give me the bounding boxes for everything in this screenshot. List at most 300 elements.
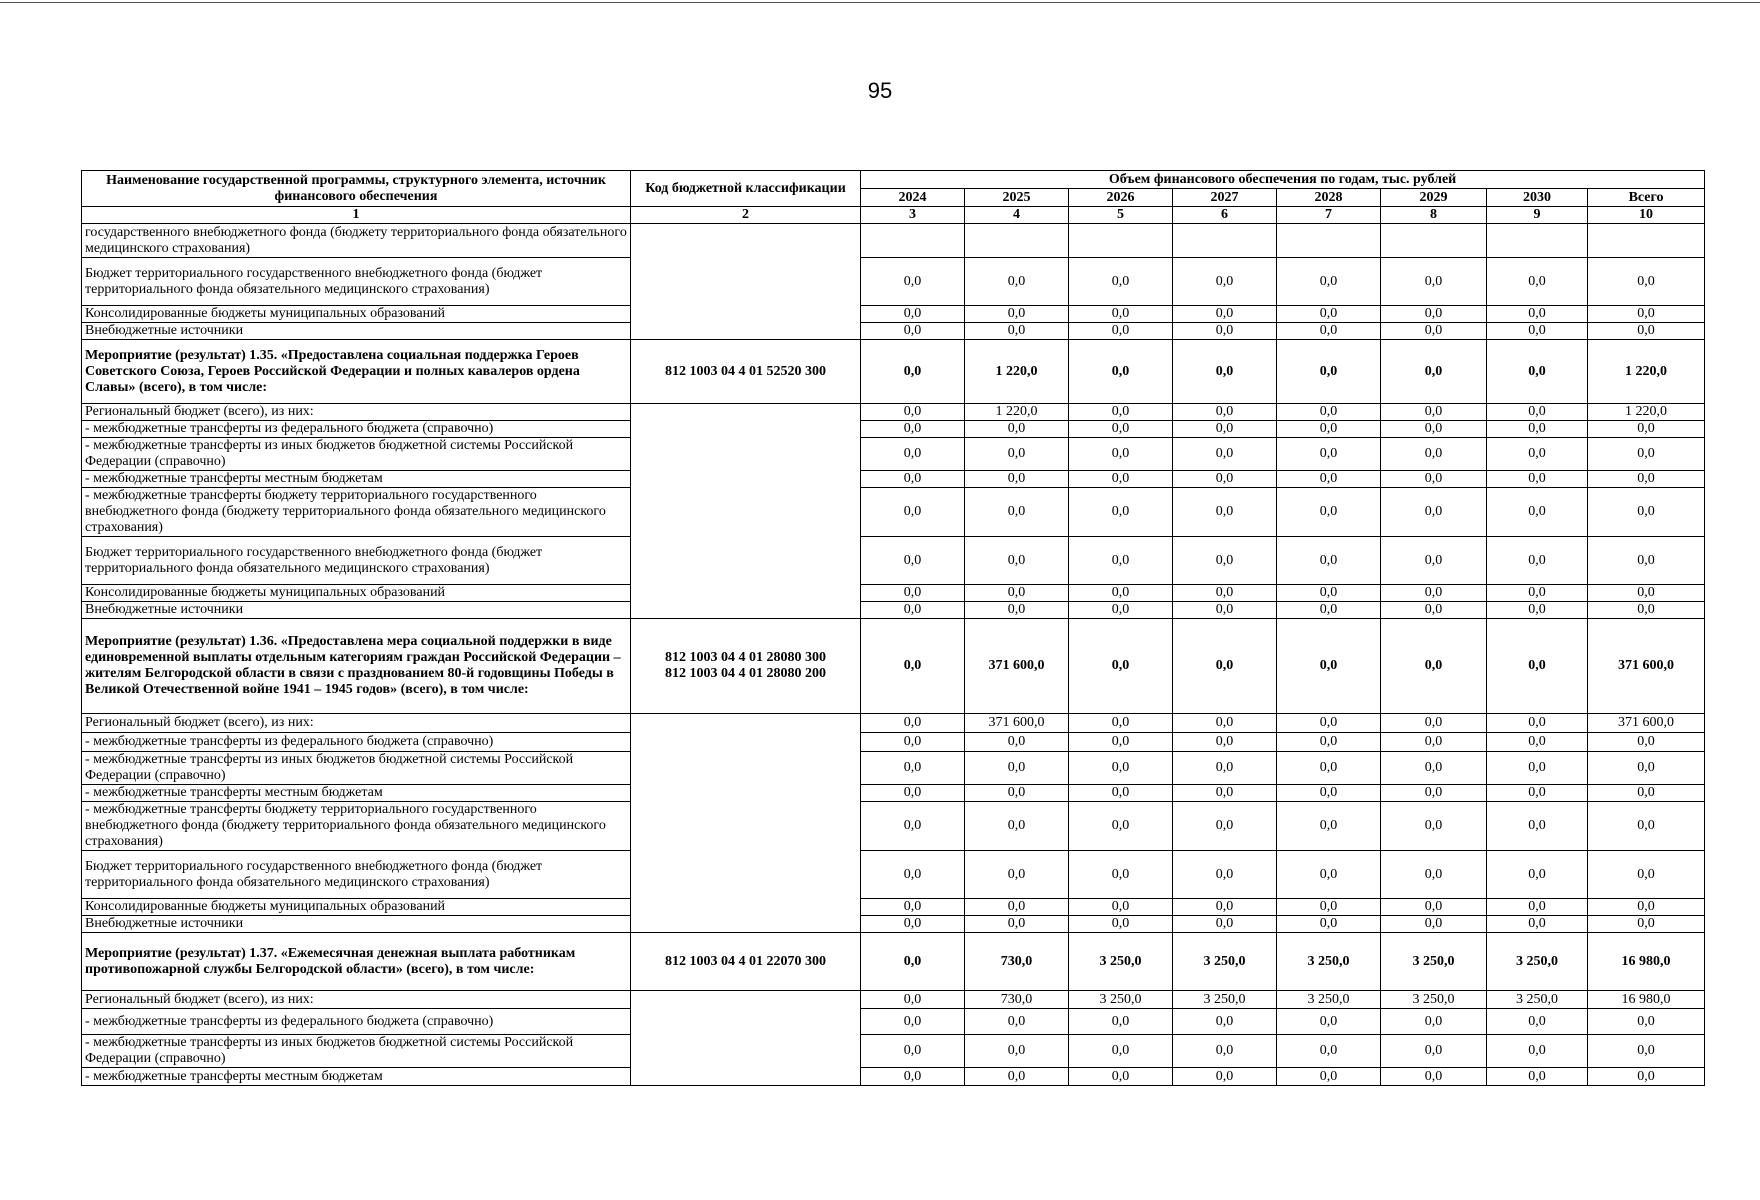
year-value: 0,0 <box>861 802 965 851</box>
total-value: 0,0 <box>1588 421 1705 438</box>
year-value: 0,0 <box>861 916 965 933</box>
year-value: 0,0 <box>965 471 1069 488</box>
total-value: 0,0 <box>1588 537 1705 585</box>
year-value: 0,0 <box>1173 851 1277 899</box>
year-value: 0,0 <box>1487 714 1588 733</box>
table-row <box>82 785 1705 802</box>
year-value: 0,0 <box>861 421 965 438</box>
year-value: 0,0 <box>861 323 965 340</box>
year-value <box>1487 224 1588 258</box>
table-row <box>82 1009 1705 1035</box>
year-value: 0,0 <box>965 899 1069 916</box>
header-total: Всего <box>1588 189 1705 207</box>
year-value: 0,0 <box>861 258 965 306</box>
year-value: 0,0 <box>1487 404 1588 421</box>
year-value: 0,0 <box>861 933 965 991</box>
row-name: - межбюджетные трансферты из федерального бюджета (справочно) <box>82 733 631 752</box>
year-value: 0,0 <box>1069 306 1173 323</box>
year-value: 0,0 <box>1069 258 1173 306</box>
year-value: 3 250,0 <box>1069 991 1173 1009</box>
year-value: 0,0 <box>1173 438 1277 471</box>
total-value: 16 980,0 <box>1588 933 1705 991</box>
row-name: - межбюджетные трансферты из иных бюджетов бюджетной системы Российской Федерации (справочно) <box>82 752 631 785</box>
row-name: Консолидированные бюджеты муниципальных образований <box>82 899 631 916</box>
year-value: 0,0 <box>1381 488 1487 537</box>
year-value: 0,0 <box>1173 916 1277 933</box>
table-row <box>82 991 1705 1009</box>
year-value: 0,0 <box>861 537 965 585</box>
table-header <box>82 171 1705 224</box>
year-value: 0,0 <box>1277 404 1381 421</box>
total-value: 0,0 <box>1588 785 1705 802</box>
year-value: 0,0 <box>1277 733 1381 752</box>
year-value: 0,0 <box>1487 619 1588 714</box>
total-value: 0,0 <box>1588 1009 1705 1035</box>
year-value: 0,0 <box>1069 916 1173 933</box>
row-name: - межбюджетные трансферты местным бюджетам <box>82 471 631 488</box>
header-col-number: 2 <box>631 207 861 224</box>
year-value: 0,0 <box>1487 421 1588 438</box>
row-name: Консолидированные бюджеты муниципальных образований <box>82 306 631 323</box>
row-name: Бюджет территориального государственного внебюджетного фонда (бюджет территориального фонда обязательного медицинского страхования) <box>82 537 631 585</box>
year-value: 0,0 <box>861 899 965 916</box>
year-value: 0,0 <box>1069 421 1173 438</box>
year-value: 0,0 <box>861 585 965 602</box>
year-value: 0,0 <box>1277 752 1381 785</box>
year-value: 0,0 <box>965 752 1069 785</box>
year-value: 0,0 <box>1381 752 1487 785</box>
year-value: 0,0 <box>1381 1009 1487 1035</box>
year-value: 0,0 <box>1277 785 1381 802</box>
year-value: 0,0 <box>965 851 1069 899</box>
year-value: 0,0 <box>965 802 1069 851</box>
year-value: 0,0 <box>965 733 1069 752</box>
header-year: 2028 <box>1277 189 1381 207</box>
row-name: - межбюджетные трансферты местным бюджетам <box>82 1068 631 1086</box>
year-value: 0,0 <box>1277 340 1381 404</box>
year-value: 0,0 <box>1487 733 1588 752</box>
budget-code: 812 1003 04 4 01 28080 300 <box>665 650 826 665</box>
table-body <box>82 224 1705 1086</box>
year-value: 0,0 <box>1069 438 1173 471</box>
total-value: 0,0 <box>1588 1068 1705 1086</box>
year-value: 0,0 <box>1487 471 1588 488</box>
header-code-column: Код бюджетной классификации <box>631 171 861 207</box>
header-col-number: 4 <box>965 207 1069 224</box>
scan-edge-line <box>0 2 1760 3</box>
total-value <box>1588 224 1705 258</box>
year-value: 0,0 <box>1381 537 1487 585</box>
year-value: 0,0 <box>1173 752 1277 785</box>
budget-code-cell-empty <box>631 224 861 340</box>
header-col-number: 3 <box>861 207 965 224</box>
year-value: 0,0 <box>1381 802 1487 851</box>
year-value: 3 250,0 <box>1277 933 1381 991</box>
year-value: 0,0 <box>965 537 1069 585</box>
year-value: 0,0 <box>1487 802 1588 851</box>
budget-code-cell <box>631 340 861 404</box>
total-value: 0,0 <box>1588 802 1705 851</box>
year-value: 0,0 <box>1381 323 1487 340</box>
year-value: 371 600,0 <box>965 714 1069 733</box>
year-value: 0,0 <box>1277 899 1381 916</box>
table-row <box>82 421 1705 438</box>
table-row <box>82 714 1705 733</box>
year-value <box>1381 224 1487 258</box>
year-value: 0,0 <box>1381 785 1487 802</box>
year-value: 0,0 <box>861 619 965 714</box>
year-value: 0,0 <box>861 714 965 733</box>
year-value: 3 250,0 <box>1487 933 1588 991</box>
year-value: 0,0 <box>965 1035 1069 1068</box>
budget-code-cell <box>631 933 861 991</box>
table-row <box>82 602 1705 619</box>
year-value: 0,0 <box>1487 752 1588 785</box>
measure-name: Мероприятие (результат) 1.36. «Предоставлена мера социальной поддержки в виде единовременной выплаты отдельным категориям граждан Российской Федерации – жителям Белгородской области в связи с празднованием 80-й годовщины Победы в Великой Отечественной войне 1941 – 1945 годов» (всего), в том числе: <box>82 619 631 714</box>
row-name: государственного внебюджетного фонда (бюджету территориального фонда обязательного медицинского страхования) <box>82 224 631 258</box>
year-value: 0,0 <box>1173 619 1277 714</box>
year-value: 0,0 <box>861 785 965 802</box>
year-value: 0,0 <box>1173 1035 1277 1068</box>
year-value: 371 600,0 <box>965 619 1069 714</box>
budget-code: 812 1003 04 4 01 22070 300 <box>665 953 826 969</box>
page-number: 95 <box>867 78 893 103</box>
year-value: 0,0 <box>1173 421 1277 438</box>
year-value: 0,0 <box>1487 785 1588 802</box>
total-value: 0,0 <box>1588 323 1705 340</box>
year-value: 0,0 <box>1173 714 1277 733</box>
table-row <box>82 323 1705 340</box>
year-value: 0,0 <box>1277 471 1381 488</box>
year-value: 1 220,0 <box>965 404 1069 421</box>
total-value: 1 220,0 <box>1588 404 1705 421</box>
year-value: 0,0 <box>965 258 1069 306</box>
total-value: 0,0 <box>1588 916 1705 933</box>
year-value: 0,0 <box>1277 421 1381 438</box>
year-value: 0,0 <box>1173 785 1277 802</box>
year-value: 0,0 <box>1381 585 1487 602</box>
year-value: 0,0 <box>1173 537 1277 585</box>
measure-row <box>82 619 1705 714</box>
year-value: 0,0 <box>861 438 965 471</box>
budget-code-cell-empty <box>631 404 861 619</box>
year-value: 0,0 <box>1069 404 1173 421</box>
total-value: 0,0 <box>1588 438 1705 471</box>
year-value: 0,0 <box>1487 340 1588 404</box>
total-value: 0,0 <box>1588 488 1705 537</box>
year-value: 0,0 <box>1069 1035 1173 1068</box>
year-value: 3 250,0 <box>1277 991 1381 1009</box>
year-value: 0,0 <box>1381 602 1487 619</box>
table-row <box>82 752 1705 785</box>
row-name: Внебюджетные источники <box>82 323 631 340</box>
year-value: 3 250,0 <box>1381 933 1487 991</box>
year-value: 0,0 <box>1277 258 1381 306</box>
year-value: 3 250,0 <box>1173 991 1277 1009</box>
year-value: 0,0 <box>1381 899 1487 916</box>
row-name: - межбюджетные трансферты из иных бюджетов бюджетной системы Российской Федерации (справочно) <box>82 438 631 471</box>
year-value: 0,0 <box>1487 899 1588 916</box>
year-value: 0,0 <box>1173 733 1277 752</box>
total-value: 371 600,0 <box>1588 714 1705 733</box>
year-value: 3 250,0 <box>1487 991 1588 1009</box>
year-value: 0,0 <box>861 602 965 619</box>
budget-code: 812 1003 04 4 01 28080 200 <box>665 666 826 681</box>
year-value: 730,0 <box>965 933 1069 991</box>
table-row <box>82 404 1705 421</box>
header-col-number: 6 <box>1173 207 1277 224</box>
year-value: 0,0 <box>1381 1035 1487 1068</box>
year-value: 0,0 <box>861 404 965 421</box>
year-value: 0,0 <box>1069 785 1173 802</box>
year-value: 0,0 <box>861 340 965 404</box>
header-year: 2029 <box>1381 189 1487 207</box>
total-value: 0,0 <box>1588 899 1705 916</box>
measure-row <box>82 340 1705 404</box>
year-value: 0,0 <box>1487 306 1588 323</box>
row-name: - межбюджетные трансферты бюджету территориального государственного внебюджетного фонда (бюджету территориального фонда обязательного медицинского страхования) <box>82 802 631 851</box>
row-name: Внебюджетные источники <box>82 602 631 619</box>
total-value: 1 220,0 <box>1588 340 1705 404</box>
year-value: 0,0 <box>1277 619 1381 714</box>
year-value: 0,0 <box>1277 585 1381 602</box>
year-value: 0,0 <box>1173 1068 1277 1086</box>
year-value <box>965 224 1069 258</box>
total-value: 0,0 <box>1588 306 1705 323</box>
row-name: - межбюджетные трансферты из федерального бюджета (справочно) <box>82 1009 631 1035</box>
year-value: 0,0 <box>1277 488 1381 537</box>
year-value: 0,0 <box>1487 323 1588 340</box>
year-value: 0,0 <box>1069 323 1173 340</box>
year-value: 0,0 <box>1381 258 1487 306</box>
header-col-number: 9 <box>1487 207 1588 224</box>
year-value: 0,0 <box>1173 899 1277 916</box>
total-value: 0,0 <box>1588 585 1705 602</box>
year-value: 0,0 <box>965 585 1069 602</box>
year-value: 0,0 <box>1277 323 1381 340</box>
header-year: 2026 <box>1069 189 1173 207</box>
year-value: 0,0 <box>861 1009 965 1035</box>
year-value: 730,0 <box>965 991 1069 1009</box>
year-value <box>1277 224 1381 258</box>
table-row <box>82 537 1705 585</box>
header-year: 2030 <box>1487 189 1588 207</box>
year-value: 0,0 <box>1381 916 1487 933</box>
budget-code-cell-empty <box>631 991 861 1086</box>
budget-code: 812 1003 04 4 01 52520 300 <box>665 363 826 379</box>
year-value: 0,0 <box>1487 916 1588 933</box>
header-col-number: 1 <box>82 207 631 224</box>
table-row <box>82 438 1705 471</box>
year-value: 0,0 <box>1069 488 1173 537</box>
year-value: 0,0 <box>861 471 965 488</box>
table-row <box>82 899 1705 916</box>
row-name: Бюджет территориального государственного внебюджетного фонда (бюджет территориального фонда обязательного медицинского страхования) <box>82 258 631 306</box>
year-value: 0,0 <box>1487 537 1588 585</box>
year-value: 0,0 <box>1277 602 1381 619</box>
year-value: 0,0 <box>1069 619 1173 714</box>
year-value: 0,0 <box>1069 733 1173 752</box>
year-value: 0,0 <box>1277 1035 1381 1068</box>
year-value: 0,0 <box>1487 1068 1588 1086</box>
year-value: 0,0 <box>861 1035 965 1068</box>
year-value: 0,0 <box>965 323 1069 340</box>
year-value: 1 220,0 <box>965 340 1069 404</box>
year-value: 0,0 <box>1277 916 1381 933</box>
table-row <box>82 916 1705 933</box>
year-value: 0,0 <box>1277 851 1381 899</box>
year-value: 3 250,0 <box>1173 933 1277 991</box>
header-col-number: 5 <box>1069 207 1173 224</box>
financing-table <box>81 170 1705 1086</box>
table-row <box>82 1068 1705 1086</box>
year-value: 0,0 <box>965 306 1069 323</box>
budget-code-cell <box>631 619 861 714</box>
header-year: 2027 <box>1173 189 1277 207</box>
year-value <box>1069 224 1173 258</box>
year-value: 0,0 <box>1277 1009 1381 1035</box>
year-value: 0,0 <box>965 1068 1069 1086</box>
table-row <box>82 306 1705 323</box>
year-value: 0,0 <box>1487 602 1588 619</box>
row-name: Региональный бюджет (всего), из них: <box>82 404 631 421</box>
year-value: 0,0 <box>1381 714 1487 733</box>
header-col-number: 7 <box>1277 207 1381 224</box>
year-value: 0,0 <box>1487 585 1588 602</box>
year-value: 0,0 <box>1173 602 1277 619</box>
year-value: 0,0 <box>1173 404 1277 421</box>
year-value: 0,0 <box>1173 471 1277 488</box>
year-value <box>1173 224 1277 258</box>
year-value: 0,0 <box>1277 714 1381 733</box>
year-value: 3 250,0 <box>1069 933 1173 991</box>
year-value: 0,0 <box>1173 258 1277 306</box>
year-value: 0,0 <box>1487 1035 1588 1068</box>
year-value: 0,0 <box>1173 488 1277 537</box>
year-value: 0,0 <box>1173 323 1277 340</box>
year-value: 0,0 <box>1381 471 1487 488</box>
header-col-number: 8 <box>1381 207 1487 224</box>
total-value: 0,0 <box>1588 851 1705 899</box>
year-value: 0,0 <box>1173 585 1277 602</box>
measure-name: Мероприятие (результат) 1.35. «Предоставлена социальная поддержка Героев Советского Союза, Героев Российской Федерации и полных кавалеров ордена Славы» (всего), в том числе: <box>82 340 631 404</box>
year-value: 3 250,0 <box>1381 991 1487 1009</box>
year-value: 0,0 <box>1277 438 1381 471</box>
table-row <box>82 471 1705 488</box>
table-row <box>82 733 1705 752</box>
year-value: 0,0 <box>1277 802 1381 851</box>
total-value: 0,0 <box>1588 471 1705 488</box>
header-year: 2025 <box>965 189 1069 207</box>
year-value: 0,0 <box>1277 306 1381 323</box>
table-row <box>82 585 1705 602</box>
table-row <box>82 258 1705 306</box>
year-value: 0,0 <box>1381 851 1487 899</box>
year-value: 0,0 <box>965 438 1069 471</box>
year-value: 0,0 <box>1381 1068 1487 1086</box>
year-value: 0,0 <box>1069 752 1173 785</box>
row-name: - межбюджетные трансферты местным бюджетам <box>82 785 631 802</box>
total-value: 0,0 <box>1588 258 1705 306</box>
year-value: 0,0 <box>861 851 965 899</box>
row-name: Консолидированные бюджеты муниципальных образований <box>82 585 631 602</box>
table-row <box>82 224 1705 258</box>
year-value: 0,0 <box>1069 899 1173 916</box>
year-value: 0,0 <box>1069 802 1173 851</box>
year-value: 0,0 <box>1173 340 1277 404</box>
year-value: 0,0 <box>861 752 965 785</box>
row-name: - межбюджетные трансферты из федерального бюджета (справочно) <box>82 421 631 438</box>
year-value: 0,0 <box>1277 537 1381 585</box>
total-value: 0,0 <box>1588 1035 1705 1068</box>
year-value: 0,0 <box>1069 471 1173 488</box>
year-value: 0,0 <box>1487 438 1588 471</box>
year-value: 0,0 <box>965 602 1069 619</box>
year-value: 0,0 <box>861 1068 965 1086</box>
year-value: 0,0 <box>1487 258 1588 306</box>
year-value: 0,0 <box>1069 1009 1173 1035</box>
budget-code-cell-empty <box>631 714 861 933</box>
year-value: 0,0 <box>1381 340 1487 404</box>
year-value: 0,0 <box>1381 619 1487 714</box>
year-value: 0,0 <box>1381 404 1487 421</box>
total-value: 0,0 <box>1588 733 1705 752</box>
year-value: 0,0 <box>1381 306 1487 323</box>
year-value: 0,0 <box>1277 1068 1381 1086</box>
year-value: 0,0 <box>861 488 965 537</box>
header-volume-column: Объем финансового обеспечения по годам, тыс. рублей <box>861 171 1705 189</box>
total-value: 0,0 <box>1588 752 1705 785</box>
row-name: Бюджет территориального государственного внебюджетного фонда (бюджет территориального фонда обязательного медицинского страхования) <box>82 851 631 899</box>
year-value: 0,0 <box>1069 1068 1173 1086</box>
row-name: Внебюджетные источники <box>82 916 631 933</box>
year-value: 0,0 <box>1069 602 1173 619</box>
table-row <box>82 488 1705 537</box>
year-value: 0,0 <box>1487 488 1588 537</box>
year-value: 0,0 <box>861 306 965 323</box>
row-name: - межбюджетные трансферты из иных бюджетов бюджетной системы Российской Федерации (справочно) <box>82 1035 631 1068</box>
year-value: 0,0 <box>965 488 1069 537</box>
year-value: 0,0 <box>1069 714 1173 733</box>
year-value: 0,0 <box>861 991 965 1009</box>
year-value: 0,0 <box>1069 537 1173 585</box>
row-name: Региональный бюджет (всего), из них: <box>82 991 631 1009</box>
year-value: 0,0 <box>1173 1009 1277 1035</box>
measure-name: Мероприятие (результат) 1.37. «Ежемесячная денежная выплата работникам противопожарной службы Белгородской области» (всего), в том числе: <box>82 933 631 991</box>
total-value: 0,0 <box>1588 602 1705 619</box>
total-value: 371 600,0 <box>1588 619 1705 714</box>
header-name-column: Наименование государственной программы, структурного элемента, источник финансового обеспечения <box>82 171 631 207</box>
measure-row <box>82 933 1705 991</box>
year-value: 0,0 <box>1381 421 1487 438</box>
header-col-number: 10 <box>1588 207 1705 224</box>
table-row <box>82 851 1705 899</box>
year-value: 0,0 <box>965 1009 1069 1035</box>
total-value: 16 980,0 <box>1588 991 1705 1009</box>
header-year: 2024 <box>861 189 965 207</box>
year-value <box>861 224 965 258</box>
year-value: 0,0 <box>1381 438 1487 471</box>
row-name: Региональный бюджет (всего), из них: <box>82 714 631 733</box>
row-name: - межбюджетные трансферты бюджету территориального государственного внебюджетного фонда (бюджету территориального фонда обязательного медицинского страхования) <box>82 488 631 537</box>
table-row <box>82 802 1705 851</box>
year-value: 0,0 <box>1069 851 1173 899</box>
year-value: 0,0 <box>1069 585 1173 602</box>
table-row <box>82 1035 1705 1068</box>
year-value: 0,0 <box>1487 1009 1588 1035</box>
year-value: 0,0 <box>861 733 965 752</box>
year-value: 0,0 <box>1069 340 1173 404</box>
